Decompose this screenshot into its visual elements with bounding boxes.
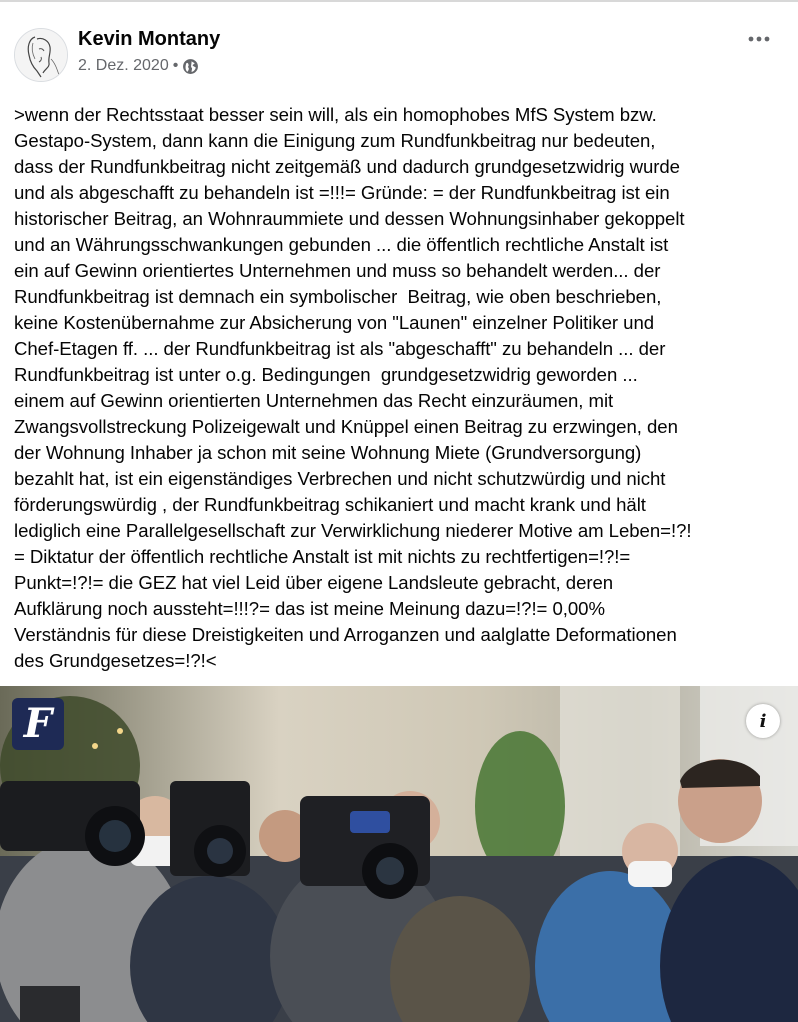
faz-logo[interactable]: [12, 698, 64, 750]
avatar[interactable]: [14, 28, 68, 82]
more-horizontal-icon: [748, 36, 770, 42]
press-conference-photo: [0, 686, 798, 1022]
meta-separator: •: [172, 57, 179, 74]
post-header: [14, 24, 784, 84]
post-date[interactable]: 2. Dez. 2020: [78, 57, 169, 74]
author-name[interactable]: Kevin Montany: [78, 28, 221, 50]
globe-icon[interactable]: [182, 58, 199, 75]
info-button[interactable]: [746, 704, 780, 738]
post-text: >wenn der Rechtsstaat besser sein will, als ein homophobes MfS System bzw. Gestapo-System, dann kann die Einigung zum Rundfunkbeitrag nur bedeuten, dass der Rundfunkbeitrag nicht zeitgemäß und dadurch grundgesetzwidrig wurde und als abgeschafft zu behandeln ist =!!!= Gründe: = der Rundfunkbeitrag ist ein historischer Beitrag, an Wohnraummiete und dessen Wohnungsinhaber gekoppelt und an Währungsschwankungen gebunden ... die öffentlich rechtliche Anstalt ist ein auf Gewinn orientiertes Unternehmen und muss so behandelt werden... der Rundfunkbeitrag ist demnach ein symbolischer Beitrag, wie oben beschrieben, keine Kostenübernahme zur Absicherung von "Launen" einzelner Politiker und Chef-Etagen ff. ... der Rundfunkbeitrag ist als "abgeschafft" zu behandeln ... der Rundfunkbeitrag ist unter o.g. Bedingungen grundgesetzwidrig geworden ... einem auf Gewinn orientierten Unternehmen das Recht einzuräumen, mit Zwangsvollstreckung Polizeigewalt und Knüppel einen Beitrag zu erzwingen, den der Wohnung Inhaber ja schon mit seine Wohnung Miete (Grundversorgung) bezahlt hat, ist ein eigenständiges Verbrechen und nicht schutzwürdig und nicht förderungswürdig , der Rundfunkbeitrag schikaniert und macht krank und hält lediglich eine Parallelgesellschaft zur Verwirklichung niederer Motive am Leben=!?! = Diktatur der öffentlich rechtliche Anstalt ist mit nichts zu rechtfertigen=!?!= Punkt=!?!= die GEZ hat viel Leid über eigene Landsleute gebracht, deren Aufklärung noch aussteht=!!!?= das ist meine Meinung dazu=!?!= 0,00% Verständnis für diese Dreistigkeiten und Arroganzen und aalglatte Deformationen des Grundgesetzes=!?!<: [14, 104, 692, 671]
avatar-sketch-icon: [15, 29, 67, 81]
post-meta: [78, 57, 199, 75]
more-options-button[interactable]: [744, 28, 774, 50]
top-divider: [0, 0, 798, 2]
link-preview-photo[interactable]: [0, 686, 798, 1022]
info-icon: i: [759, 710, 767, 732]
faz-logo-letter: F: [23, 700, 53, 747]
